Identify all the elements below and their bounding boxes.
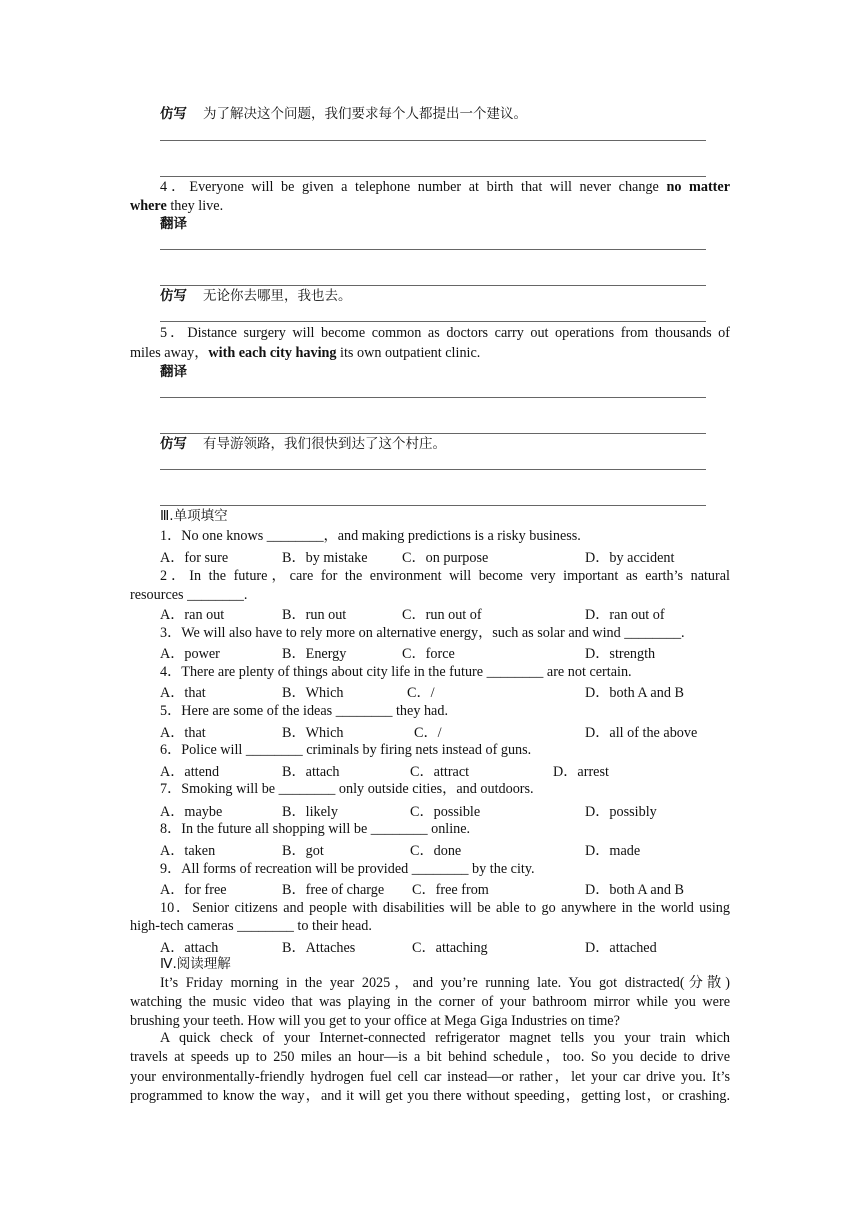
- item-5-text-2: miles away，: [130, 345, 209, 361]
- answer-option[interactable]: D．ran out of: [585, 607, 665, 623]
- answer-line[interactable]: [160, 249, 706, 250]
- answer-option[interactable]: A．ran out: [160, 607, 225, 623]
- item-4-text: 4．Everyone will be given a telephone number at birth that will never change: [160, 179, 667, 195]
- item-4-bold-2: where: [130, 198, 167, 214]
- item-4-line-1: [130, 178, 730, 196]
- question-4-options: [160, 682, 730, 700]
- passage-text: brushing your teeth. How will you get to your office at Mega Giga Industries on time?: [130, 1013, 620, 1029]
- imitate-text: 为了解决这个问题，我们要求每个人都提出一个建议。: [203, 106, 527, 122]
- imitate-line-4: [160, 287, 760, 305]
- answer-option[interactable]: A．attend: [160, 764, 220, 780]
- answer-option[interactable]: A．power: [160, 646, 220, 662]
- passage-p1-line-2: [130, 993, 730, 1011]
- answer-option[interactable]: B．run out: [282, 607, 347, 623]
- question-10-stem: [130, 899, 730, 917]
- passage-text: your environmentally-friendly hydrogen fuel cell car instead—or rather，let your car drive you. It’s: [130, 1069, 730, 1085]
- question-10-stem: [130, 917, 730, 935]
- answer-option[interactable]: B．Which: [282, 685, 344, 701]
- translate-line-4: [160, 215, 760, 233]
- answer-option[interactable]: A．for free: [160, 882, 227, 898]
- question-3-options: [160, 643, 730, 661]
- passage-p2-line-1: [130, 1029, 730, 1047]
- question-stem-text: 10．Senior citizens and people with disabilities will be able to go anywhere in the world using: [160, 900, 730, 916]
- translate-tag: 翻译: [160, 364, 187, 380]
- passage-p2-line-2: [130, 1048, 730, 1066]
- answer-option[interactable]: B．got: [282, 843, 324, 859]
- answer-option[interactable]: B．Attaches: [282, 940, 356, 956]
- answer-option[interactable]: B．likely: [282, 804, 338, 820]
- answer-line[interactable]: [160, 140, 706, 141]
- answer-option[interactable]: B．Energy: [282, 646, 347, 662]
- item-5-line-1: [130, 324, 730, 342]
- answer-option[interactable]: B．by mistake: [282, 550, 368, 566]
- imitate-line-3: [160, 105, 760, 123]
- item-5-bold: with each city having: [208, 345, 337, 361]
- answer-option[interactable]: B．Which: [282, 725, 344, 741]
- imitate-text: 无论你去哪里，我也去。: [203, 288, 352, 304]
- imitate-tag: 仿写: [160, 436, 187, 452]
- imitate-line-5: [160, 435, 760, 453]
- item-4-line-2: [130, 197, 730, 215]
- answer-option[interactable]: D．made: [585, 843, 641, 859]
- translate-tag: 翻译: [160, 216, 187, 232]
- answer-option[interactable]: A．taken: [160, 843, 216, 859]
- answer-option[interactable]: D．both A and B: [585, 882, 684, 898]
- passage-text: travels at speeds up to 250 miles an hour—is a bit behind schedule，too. So you decide to drive: [130, 1049, 730, 1065]
- question-7-stem: [160, 780, 760, 798]
- answer-option[interactable]: A．that: [160, 685, 206, 701]
- answer-option[interactable]: C．attaching: [412, 940, 488, 956]
- answer-option[interactable]: C．run out of: [402, 607, 482, 623]
- answer-option[interactable]: A．that: [160, 725, 206, 741]
- question-2-options: [160, 604, 730, 622]
- item-5-line-2: [130, 344, 730, 362]
- question-stem-text: 3．We will also have to rely more on alternative energy，such as solar and wind ________.: [160, 625, 685, 641]
- question-6-stem: [160, 741, 760, 759]
- question-8-options: [160, 840, 730, 858]
- imitate-tag: 仿写: [160, 106, 187, 122]
- passage-text: programmed to know the way，and it will get you there without speeding，getting lost，or crashing.: [130, 1088, 730, 1104]
- answer-option[interactable]: C．force: [402, 646, 455, 662]
- item-4-bold: no matter: [666, 179, 730, 195]
- question-2-stem: [130, 567, 730, 585]
- answer-option[interactable]: C．on purpose: [402, 550, 489, 566]
- answer-option[interactable]: D．both A and B: [585, 685, 684, 701]
- answer-option[interactable]: D．strength: [585, 646, 656, 662]
- passage-p1-line-3: [130, 1012, 730, 1030]
- answer-option[interactable]: D．arrest: [553, 764, 609, 780]
- passage-text: watching the music video that was playing in the corner of your bathroom mirror while you were: [130, 994, 730, 1010]
- translate-line-5: [160, 363, 760, 381]
- question-stem-text: 6．Police will ________ criminals by firing nets instead of guns.: [160, 742, 532, 758]
- passage-p2-line-3: [130, 1068, 730, 1086]
- answer-line[interactable]: [160, 433, 706, 434]
- question-2-stem: [130, 586, 730, 604]
- answer-option[interactable]: A．for sure: [160, 550, 229, 566]
- answer-option[interactable]: D．by accident: [585, 550, 675, 566]
- answer-line[interactable]: [160, 176, 706, 177]
- question-7-options: [160, 801, 730, 819]
- question-4-stem: [160, 663, 760, 681]
- passage-p2-line-4: [130, 1087, 730, 1105]
- question-1-stem: [160, 527, 760, 545]
- question-6-options: [160, 761, 730, 779]
- answer-line[interactable]: [160, 469, 706, 470]
- answer-option[interactable]: A．maybe: [160, 804, 223, 820]
- question-stem-text: resources ________.: [130, 587, 248, 603]
- item-5-text-3: its own outpatient clinic.: [336, 345, 481, 361]
- answer-option[interactable]: D．all of the above: [585, 725, 698, 741]
- question-stem-text: 2．In the future，care for the environment will become very important as earth’s natural: [160, 568, 730, 584]
- question-stem-text: 7．Smoking will be ________ only outside cities，and outdoors.: [160, 781, 534, 797]
- question-stem-text: 1．No one knows ________，and making predictions is a risky business.: [160, 528, 581, 544]
- item-5-text: 5．Distance surgery will become common as doctors carry out operations from thousands of: [160, 325, 730, 341]
- question-5-options: [160, 722, 730, 740]
- section-heading-3: Ⅲ.单项填空: [160, 508, 228, 524]
- answer-option[interactable]: D．possibly: [585, 804, 657, 820]
- answer-option[interactable]: C．attract: [410, 764, 470, 780]
- question-9-options: [160, 879, 730, 897]
- imitate-text: 有导游领路，我们很快到达了这个村庄。: [203, 436, 446, 452]
- question-stem-text: 8．In the future all shopping will be ________ online.: [160, 821, 471, 837]
- question-9-stem: [160, 860, 760, 878]
- question-stem-text: 9．All forms of recreation will be provided ________ by the city.: [160, 861, 535, 877]
- answer-option[interactable]: D．attached: [585, 940, 657, 956]
- question-10-options: [160, 937, 730, 955]
- answer-option[interactable]: C．done: [410, 843, 462, 859]
- answer-line[interactable]: [160, 505, 706, 506]
- answer-line[interactable]: [160, 321, 706, 322]
- answer-option[interactable]: A．attach: [160, 940, 219, 956]
- question-5-stem: [160, 702, 760, 720]
- answer-option[interactable]: C．/: [407, 685, 435, 701]
- answer-option[interactable]: B．attach: [282, 764, 340, 780]
- question-stem-text: 4．There are plenty of things about city life in the future ________ are not certain.: [160, 664, 632, 680]
- answer-option[interactable]: C．/: [414, 725, 442, 741]
- question-1-options: [160, 547, 730, 565]
- passage-text: A quick check of your Internet-connected refrigerator magnet tells you your train which: [160, 1030, 730, 1046]
- item-4-text-2: they live.: [166, 198, 224, 214]
- imitate-tag: 仿写: [160, 288, 187, 304]
- answer-option[interactable]: C．free from: [412, 882, 489, 898]
- passage-p1-line-1: [130, 974, 730, 992]
- question-3-stem: [160, 624, 760, 642]
- question-stem-text: high-tech cameras ________ to their head.: [130, 918, 372, 934]
- answer-option[interactable]: C．possible: [410, 804, 481, 820]
- section-heading-4: Ⅳ.阅读理解: [160, 956, 231, 972]
- question-8-stem: [160, 820, 760, 838]
- question-stem-text: 5．Here are some of the ideas ________ they had.: [160, 703, 448, 719]
- answer-option[interactable]: B．free of charge: [282, 882, 385, 898]
- passage-text: It’s Friday morning in the year 2025，and you’re running late. You got distracted(分散): [160, 975, 730, 991]
- answer-line[interactable]: [160, 285, 706, 286]
- answer-line[interactable]: [160, 397, 706, 398]
